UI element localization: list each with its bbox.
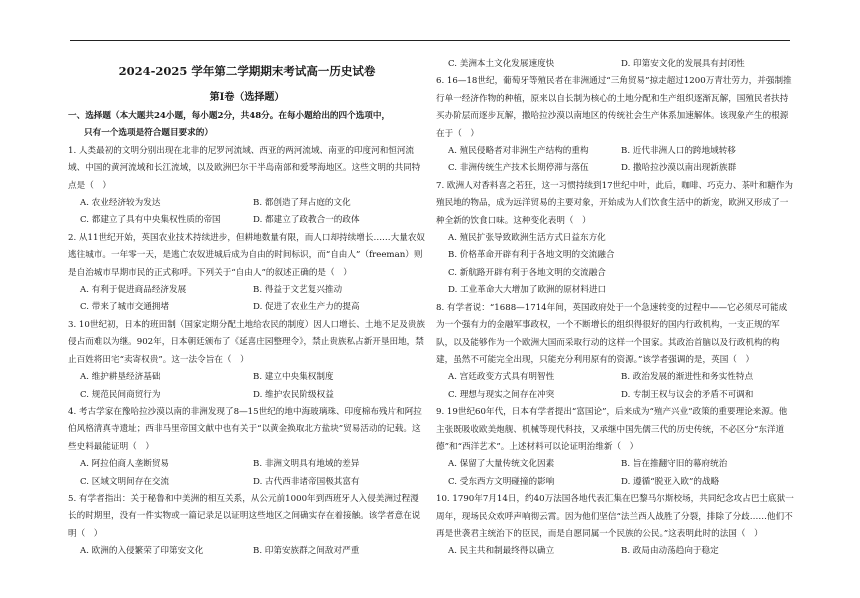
- answer-option: A. 农业经济较为发达: [80, 198, 161, 209]
- option-list: [436, 543, 794, 560]
- answer-option: D. 古代西非诸帝国极其富有: [253, 476, 360, 487]
- option-list: [436, 230, 794, 300]
- answer-option: B. 政局由动荡趋向于稳定: [621, 546, 719, 557]
- question-text: 9. 19世纪60年代，日本有学者提出“富国论”，后来成为“殖产兴业”政策的重要理论来源。他主张既吸收欧美炮舰、机械等现代科技，又承继中国先儒三代的历史传统，不必区分“东洋道德”和“西洋艺术”。上述材料可以论证明治维新（ ）: [436, 407, 788, 452]
- question-item: [436, 178, 794, 300]
- option-list: [68, 282, 426, 317]
- option-list: [68, 369, 426, 404]
- answer-option: B. 得益于文艺复兴推动: [253, 285, 343, 296]
- question-text: 4. 考古学家在豫哈拉沙漠以南的非洲发现了8—15世纪的地中海玻璃珠、印度棉布残片和阿拉伯风格清真寺遗址；西非马里帝国文献中也有关于“以黄金换取北方盐块”贸易活动的记载。这些史料最能证明（ ）: [68, 406, 422, 452]
- question-item: [436, 73, 794, 177]
- question-item: [68, 143, 426, 230]
- answer-option: A. 欧洲的入侵繁荣了印第安文化: [80, 546, 204, 557]
- answer-option: D. 促进了农业生产力的提高: [253, 302, 360, 313]
- answer-option: C. 美洲本土文化发展速度快: [448, 59, 555, 69]
- answer-option: B. 非洲文明具有地域的差异: [253, 459, 360, 470]
- question-item: [68, 404, 426, 491]
- right-column: [436, 56, 794, 561]
- question-item: [68, 230, 426, 317]
- answer-option: C. 理想与现实之间存在冲突: [448, 389, 555, 400]
- question-text: 8. 有学者说：“1688—1714年间，英国政府处于一个急速转变的过程中——它必须尽可能成为一个强有力的金融军事政权，一个不断增长的组织得很好的国内行政机构，一支正规的军队，以及能够作为一个欧洲大国而采取行动的这样一个国家。其政治首脑以及行政机构的构建，虽然不可能完全出现，只能充分利用原有的资源。”该学者强调的是，英国（ ）: [436, 302, 788, 365]
- answer-option: D. 工业革命大大增加了欧洲的原材料进口: [448, 285, 607, 296]
- answer-option: A. 阿拉伯商人垄断贸易: [80, 459, 170, 470]
- answer-option: C. 都建立了具有中央集权性质的帝国: [80, 215, 221, 226]
- answer-option: A. 宫廷政变方式具有明智性: [448, 372, 555, 383]
- answer-option: B. 价格革命开辟有利于各地文明的交流融合: [448, 250, 615, 261]
- answer-option: A. 保留了大量传统文化因素: [448, 459, 555, 470]
- answer-option: B. 都创造了拜占庭的文化: [253, 198, 351, 209]
- answer-option: B. 建立中央集权制度: [253, 372, 334, 383]
- answer-option: A. 维护耕垦经济基础: [80, 372, 161, 383]
- answer-option: C. 规范民间商贸行为: [80, 389, 161, 400]
- question-text: 1. 人类最初的文明分别出现在北非的尼罗河流域、西亚的两河流域、南亚的印度河和恒河流域、中国的黄河流域和长江流域，以及欧洲巴尔干半岛南部和爱琴海地区。这些文明的共同特点是（ ）: [68, 145, 421, 191]
- question-item: [436, 404, 794, 491]
- answer-option: B. 政治发展的渐进性和务实性特点: [621, 372, 754, 383]
- answer-option: D. 撒哈拉沙漠以南出现新族群: [621, 163, 737, 174]
- option-list: [68, 543, 426, 560]
- answer-option: B. 印第安族群之间敌对严重: [253, 546, 360, 557]
- section-heading-cont: 只有一个选项是符合题目要求的）: [84, 128, 213, 139]
- page-title: 2024-2025 学年第二学期期末考试高一历史试卷: [118, 64, 376, 78]
- question-text: 6. 16—18世纪，葡萄牙等殖民者在非洲通过“三角贸易”掠走超过1200万青壮劳力，并强制推行单一经济作物的种植，原来以自长制为核心的土地分配和生产组织逐渐瓦解，国殖民者扶持买办阶层而逐步瓦解，撒哈拉沙漠以南地区的传统社会生产体系加速解体。该现象产生的根源在于（ ）: [436, 76, 792, 139]
- answer-option: D. 遵循“脱亚入欧”的战略: [621, 476, 720, 487]
- answer-option: A. 殖民侵略者对非洲生产结构的重构: [448, 146, 589, 157]
- answer-option: C. 带来了城市交通拥堵: [80, 302, 170, 313]
- question-text: 3. 10世纪初，日本的班田制（国家定期分配土地给农民的制度）因人口增长、土地不足及贵族侵占而难以为继。902年，日本朝廷颁布了《延喜庄园整理令》，禁止贵族私占新开垦田地，禁止百姓将田宅“卖寄权贵”。这一法令旨在（ ）: [68, 319, 426, 365]
- answer-option: C. 非洲传统生产技术长期停滞与落伍: [448, 163, 589, 174]
- answer-option: C. 新航路开辟有利于各地文明的交流融合: [448, 267, 606, 278]
- answer-option: D. 维护农民阶级权益: [253, 389, 334, 400]
- answer-option: B. 旨在推翻守旧的幕府统治: [621, 459, 728, 470]
- left-question-list: [68, 143, 426, 561]
- question-item: [436, 491, 794, 561]
- question-item: [68, 317, 426, 404]
- question-item: [68, 491, 426, 561]
- option-list: [68, 195, 426, 230]
- answer-option: D. 专制王权与议会的矛盾不可调和: [621, 389, 754, 400]
- answer-option: C. 区域文明间存在交流: [80, 476, 170, 487]
- question-item: [436, 300, 794, 404]
- question-item: [436, 56, 794, 73]
- answer-option: A. 民主共和制最终得以确立: [448, 546, 555, 557]
- answer-option: D. 印第安文化的发展具有封闭性: [621, 59, 745, 69]
- left-column: [68, 56, 426, 561]
- answer-option: A. 有利于促进商品经济发展: [80, 285, 187, 296]
- right-question-list: [436, 56, 794, 561]
- question-text: 2. 从11世纪开始，英国农业技术持续进步，但耕地数量有限，而人口却持续增长……大量农奴逃往城市。一年零一天，是逃亡农奴进城后成为自由的时间标识，而“自由人”（freeman）则是自治城市早期市民的正式称呼。下列关于“自由人”的叙述正确的是（ ）: [68, 232, 426, 278]
- answer-option: C. 受东西方文明碰撞的影响: [448, 476, 555, 487]
- part-title: 第Ⅰ卷（选择题）: [209, 92, 285, 103]
- question-text: 5. 有学者指出：关于秘鲁和中美洲的相互关系，从公元前1000年到西班牙人入侵美洲过程漫长的时期里，没有一件实物或一篇记录足以证明这些地区之间确实存在着接触。该学者意在说明（ ）: [68, 493, 421, 539]
- option-list: [436, 456, 794, 491]
- section-heading: 一、选择题（本大题共24小题，每小题2分，共48分。在每小题给出的四个选项中，: [68, 111, 391, 121]
- answer-option: A. 殖民扩张导致欧洲生活方式日益东方化: [448, 233, 606, 244]
- option-list: [68, 456, 426, 491]
- top-rule: [70, 40, 790, 41]
- question-text: 7. 欧洲人对香料喜之若狂，这一习惯持续到17世纪中叶，此后，咖啡、巧克力、茶叶和糖作为殖民地的物品，成为远洋贸易的主要对象，开始成为人们饮食生活中的新宠，欧洲又形成了一种全新的饮食口味。这种变化表明（ ）: [436, 180, 794, 226]
- answer-option: D. 都建立了政教合一的政体: [253, 215, 360, 226]
- answer-option: B. 近代非洲人口的跨地域转移: [621, 146, 736, 157]
- option-list: [436, 56, 794, 73]
- option-list: [436, 143, 794, 178]
- question-text: 10. 1790年7月14日，约40万法国各地代表汇集在巴黎马尔斯校场，共同纪念攻占巴士底狱一周年，现场民众欢呼声响彻云霄。因为他们坚信“法兰西人战胜了分裂，排除了分歧……他们不再是世袭君主统治下的臣民，而是自愿同属一个民族的公民。”这表明此时的法国（ ）: [436, 494, 794, 539]
- option-list: [436, 369, 794, 404]
